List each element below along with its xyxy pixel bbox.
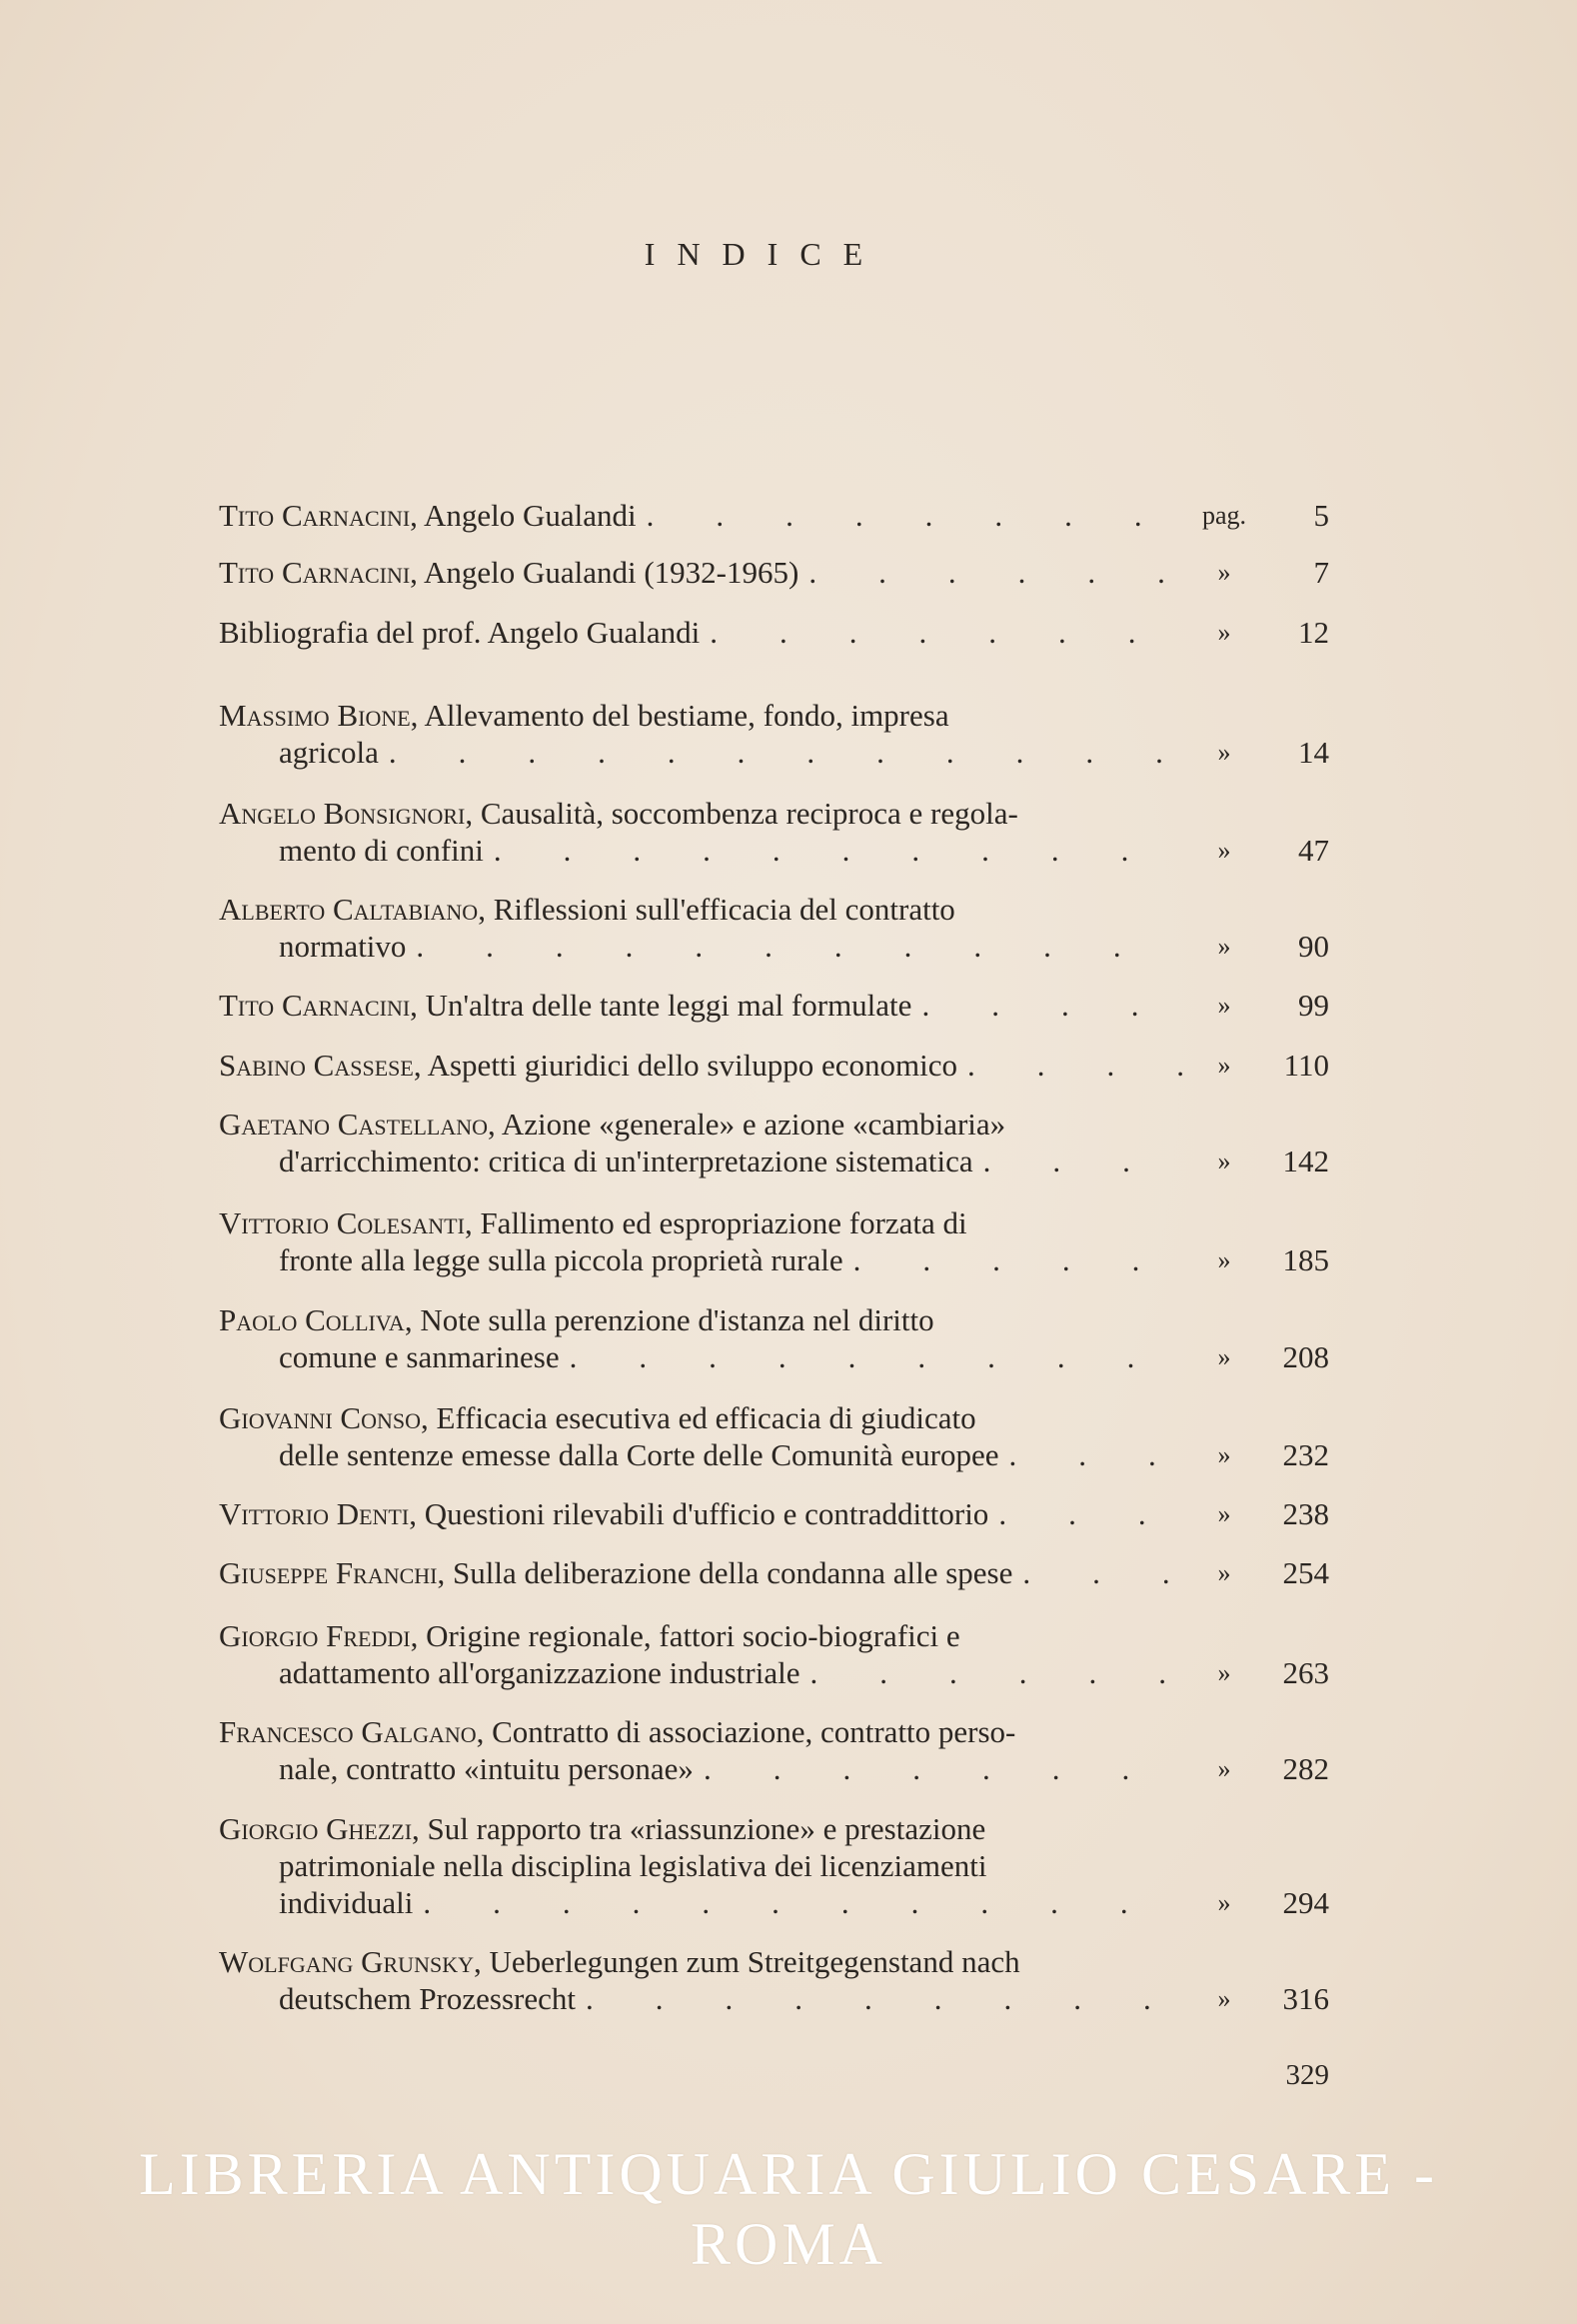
- entry-text: Gaetano Castellano, Azione «generale» e azione «cambiaria»: [219, 1107, 1006, 1142]
- entry-author: Paolo Colliva: [219, 1302, 405, 1337]
- entry-text: [279, 1750, 694, 1787]
- entry-title: Allevamento del bestiame, fondo, impresa: [424, 698, 949, 733]
- entry-page: 316: [1282, 1981, 1329, 2016]
- entry-author: Vittorio Denti: [219, 1496, 410, 1531]
- entry-title: delle sentenze emesse dalla Corte delle Comunità europee: [279, 1437, 999, 1472]
- entry-text: [279, 1338, 560, 1375]
- entry-page: 90: [1298, 929, 1329, 964]
- dot-leader: [560, 1338, 1183, 1375]
- entry-text: Tito Carnacini, Angelo Gualandi: [219, 498, 637, 533]
- dot-leader: [998, 1436, 1183, 1473]
- entry-line: [219, 554, 1329, 591]
- entry-author: Wolfgang Grunsky: [219, 1944, 474, 1979]
- entry-title: Note sulla perenzione d'istanza nel diritto: [420, 1302, 934, 1337]
- entry-title: Bibliografia del prof. Angelo Gualandi: [219, 615, 701, 650]
- dot-leader: [694, 1750, 1183, 1787]
- entry-line: [219, 928, 1329, 965]
- entry-author: Vittorio Colesanti: [219, 1205, 465, 1240]
- entry-title: normativo: [279, 929, 407, 964]
- entry-line: [219, 987, 1329, 1024]
- entry-page: 254: [1282, 1555, 1329, 1590]
- entry-title: Angelo Gualandi: [423, 498, 637, 533]
- entry-text: Alberto Caltabiano, Riflessioni sull'efficacia del contratto: [219, 892, 955, 927]
- dot-leader: [484, 832, 1183, 869]
- page-marker: »: [1217, 1147, 1231, 1175]
- page-marker: »: [1217, 1984, 1231, 2013]
- page-title: INDICE: [644, 236, 885, 272]
- toc-entry: [219, 614, 1329, 651]
- entry-line: [219, 1436, 1329, 1473]
- entry-title: nale, contratto «intuitu personae»: [279, 1751, 694, 1786]
- toc-entry: [219, 1106, 1329, 1179]
- entry-line: [219, 1554, 1329, 1591]
- entry-author: Giorgio Ghezzi: [219, 1811, 413, 1846]
- entry-line: [219, 1047, 1329, 1084]
- entry-line: [219, 1943, 1329, 1980]
- toc-entry: [219, 891, 1329, 965]
- page-marker: »: [1217, 1051, 1231, 1080]
- entry-line: [219, 734, 1329, 771]
- entry-line: [219, 1399, 1329, 1436]
- entry-title: Angelo Gualandi (1932-1965): [423, 555, 799, 590]
- entry-text: Giorgio Freddi, Origine regionale, fattori socio-biografici e: [219, 1618, 960, 1653]
- toc-entry: [219, 795, 1329, 869]
- page-marker: »: [1217, 836, 1231, 865]
- toc-entry: [219, 1943, 1329, 2017]
- entry-title: deutschem Prozessrecht: [279, 1981, 576, 2016]
- dot-leader: [799, 1654, 1183, 1691]
- entry-page: 142: [1282, 1144, 1329, 1178]
- dot-leader: [413, 1884, 1183, 1921]
- entry-line: [219, 1204, 1329, 1241]
- entry-author: Tito Carnacini: [219, 498, 411, 533]
- watermark: LIBRERIA ANTIQUARIA GIULIO CESARE - ROMA: [139, 2141, 1438, 2277]
- toc-entry: [219, 1617, 1329, 1691]
- entry-line: [219, 497, 1329, 534]
- entry-title: mento di confini: [279, 833, 484, 868]
- page-marker: »: [1217, 1558, 1231, 1587]
- entry-line: [219, 697, 1329, 734]
- entry-text: [279, 1143, 973, 1179]
- dot-leader: [637, 497, 1183, 534]
- dot-leader: [700, 614, 1183, 651]
- entry-line: [219, 1810, 1329, 1847]
- entry-page: 5: [1313, 498, 1329, 533]
- entry-author: Angelo Bonsignori: [219, 796, 466, 831]
- entry-author: Tito Carnacini: [219, 988, 411, 1023]
- toc-entry: [219, 1301, 1329, 1375]
- toc-entry: [219, 1554, 1329, 1591]
- page-marker: »: [1217, 991, 1231, 1020]
- entry-title: Efficacia esecutiva ed efficacia di giudicato: [436, 1400, 976, 1435]
- entry-text: Angelo Bonsignori, Causalità, soccombenza reciproca e regola-: [219, 796, 1018, 831]
- entry-text: [279, 734, 379, 771]
- entry-text: [279, 928, 406, 965]
- page-marker: »: [1217, 1754, 1231, 1783]
- dot-leader: [911, 987, 1183, 1024]
- dot-leader: [798, 554, 1183, 591]
- entry-text: Vittorio Denti, Questioni rilevabili d'ufficio e contraddittorio: [219, 1496, 989, 1531]
- entry-line: [219, 1884, 1329, 1921]
- entry-line: [219, 1301, 1329, 1338]
- entry-title: Contratto di associazione, contratto perso-: [492, 1714, 1016, 1749]
- entry-text: Vittorio Colesanti, Fallimento ed espropriazione forzata di: [219, 1205, 967, 1240]
- entry-title: individuali: [279, 1885, 414, 1920]
- entry-line: [219, 1980, 1329, 2017]
- entry-text: Massimo Bione, Allevamento del bestiame, fondo, impresa: [219, 698, 949, 733]
- entry-page: 185: [1282, 1242, 1329, 1277]
- entry-line: [219, 795, 1329, 832]
- entry-title: Origine regionale, fattori socio-biografici e: [426, 1618, 960, 1653]
- page-number: 329: [1285, 2059, 1329, 2091]
- toc-entry: [219, 1713, 1329, 1787]
- entry-text: [279, 1436, 998, 1473]
- entry-page: 47: [1298, 833, 1329, 868]
- toc-entry: [219, 1810, 1329, 1921]
- page-marker: »: [1217, 1499, 1231, 1528]
- entry-title: Fallimento ed espropriazione forzata di: [480, 1205, 967, 1240]
- page-marker: »: [1217, 1658, 1231, 1687]
- entry-text: [279, 1847, 986, 1884]
- entry-line: [219, 891, 1329, 928]
- entry-title: agricola: [279, 735, 379, 770]
- entry-title: Un'altra delle tante leggi mal formulate: [425, 988, 912, 1023]
- dot-leader: [843, 1241, 1183, 1278]
- entry-title: Ueberlegungen zum Streitgegenstand nach: [489, 1944, 1020, 1979]
- toc-entry: [219, 987, 1329, 1024]
- entry-text: [279, 832, 484, 869]
- entry-line: [219, 1750, 1329, 1787]
- entry-title: d'arricchimento: critica di un'interpretazione sistematica: [279, 1144, 973, 1178]
- dot-leader: [957, 1047, 1183, 1084]
- entry-line: [219, 614, 1329, 651]
- entry-line: [219, 1106, 1329, 1143]
- page-marker: »: [1217, 1245, 1231, 1274]
- entry-page: 294: [1282, 1885, 1329, 1920]
- entry-text: [279, 1884, 413, 1921]
- entry-text: [279, 1654, 799, 1691]
- toc-entry: [219, 697, 1329, 771]
- page-marker: pag.: [1201, 501, 1247, 530]
- entry-author: Alberto Caltabiano: [219, 892, 479, 927]
- entry-title: Questioni rilevabili d'ufficio e contraddittorio: [424, 1496, 989, 1531]
- entry-author: Francesco Galgano: [219, 1714, 477, 1749]
- dot-leader: [406, 928, 1183, 965]
- entry-title: Causalità, soccombenza reciproca e regola-: [480, 796, 1018, 831]
- entry-line: [219, 1241, 1329, 1278]
- page-marker: »: [1217, 932, 1231, 961]
- entry-author: Giuseppe Franchi: [219, 1555, 438, 1590]
- page-marker: »: [1217, 618, 1231, 647]
- page-marker: »: [1217, 1888, 1231, 1917]
- dot-leader: [988, 1495, 1183, 1532]
- entry-line: [219, 832, 1329, 869]
- toc-entry: [219, 1495, 1329, 1532]
- entry-author: Gaetano Castellano: [219, 1107, 489, 1142]
- entry-title: comune e sanmarinese: [279, 1339, 560, 1374]
- entry-page: 12: [1298, 615, 1329, 650]
- entry-text: Tito Carnacini, Un'altra delle tante leggi mal formulate: [219, 988, 912, 1023]
- entry-page: 14: [1298, 735, 1329, 770]
- entry-page: 238: [1282, 1496, 1329, 1531]
- toc-entry: [219, 1047, 1329, 1084]
- entry-author: Massimo Bione: [219, 698, 411, 733]
- entry-line: [219, 1847, 1329, 1884]
- entry-page: 99: [1298, 988, 1329, 1023]
- entry-page: 208: [1282, 1339, 1329, 1374]
- entry-page: 282: [1282, 1751, 1329, 1786]
- entry-text: Giuseppe Franchi, Sulla deliberazione della condanna alle spese: [219, 1555, 1013, 1590]
- entry-line: [219, 1713, 1329, 1750]
- entry-title: Sulla deliberazione della condanna alle spese: [453, 1555, 1013, 1590]
- dot-leader: [379, 734, 1183, 771]
- entry-line: [219, 1617, 1329, 1654]
- toc-entry: [219, 497, 1329, 534]
- entry-line: [219, 1495, 1329, 1532]
- dot-leader: [973, 1143, 1183, 1179]
- entry-title: Sul rapporto tra «riassunzione» e prestazione: [427, 1811, 986, 1846]
- page-marker: »: [1217, 738, 1231, 767]
- entry-text: Sabino Cassese, Aspetti giuridici dello sviluppo economico: [219, 1048, 957, 1083]
- entry-title: patrimoniale nella disciplina legislativa dei licenziamenti: [279, 1848, 987, 1883]
- page-marker: »: [1217, 1440, 1231, 1469]
- entry-page: 232: [1282, 1437, 1329, 1472]
- entry-title: fronte alla legge sulla piccola proprietà rurale: [279, 1242, 843, 1277]
- entry-text: [279, 1980, 576, 2017]
- entry-line: [219, 1654, 1329, 1691]
- entry-author: Tito Carnacini: [219, 555, 411, 590]
- toc-entry: [219, 554, 1329, 591]
- entry-text: Tito Carnacini, Angelo Gualandi (1932-1965): [219, 555, 799, 590]
- page-marker: »: [1217, 558, 1231, 587]
- entry-page: 7: [1313, 555, 1329, 590]
- entry-text: Paolo Colliva, Note sulla perenzione d'istanza nel diritto: [219, 1302, 934, 1337]
- dot-leader: [1012, 1554, 1183, 1591]
- entry-author: Giorgio Freddi: [219, 1618, 411, 1653]
- entry-line: [219, 1143, 1329, 1179]
- entry-line: [219, 1338, 1329, 1375]
- toc-entry: [219, 1204, 1329, 1278]
- entry-title: Azione «generale» e azione «cambiaria»: [501, 1107, 1006, 1142]
- entry-text: Giorgio Ghezzi, Sul rapporto tra «riassunzione» e prestazione: [219, 1811, 986, 1846]
- page-marker: »: [1217, 1342, 1231, 1371]
- dot-leader: [576, 1980, 1183, 2017]
- entry-title: adattamento all'organizzazione industriale: [279, 1655, 800, 1690]
- entry-text: [279, 1241, 843, 1278]
- entry-text: Francesco Galgano, Contratto di associazione, contratto perso-: [219, 1714, 1016, 1749]
- entry-title: Aspetti giuridici dello sviluppo economico: [427, 1048, 957, 1083]
- toc-entry: [219, 1399, 1329, 1473]
- entry-text: Wolfgang Grunsky, Ueberlegungen zum Streitgegenstand nach: [219, 1944, 1020, 1979]
- entry-text: [219, 614, 700, 651]
- entry-author: Giovanni Conso: [219, 1400, 421, 1435]
- entry-text: Giovanni Conso, Efficacia esecutiva ed efficacia di giudicato: [219, 1400, 976, 1435]
- entry-page: 263: [1282, 1655, 1329, 1690]
- entry-author: Sabino Cassese: [219, 1048, 414, 1083]
- entry-page: 110: [1283, 1048, 1329, 1083]
- entry-title: Riflessioni sull'efficacia del contratto: [493, 892, 955, 927]
